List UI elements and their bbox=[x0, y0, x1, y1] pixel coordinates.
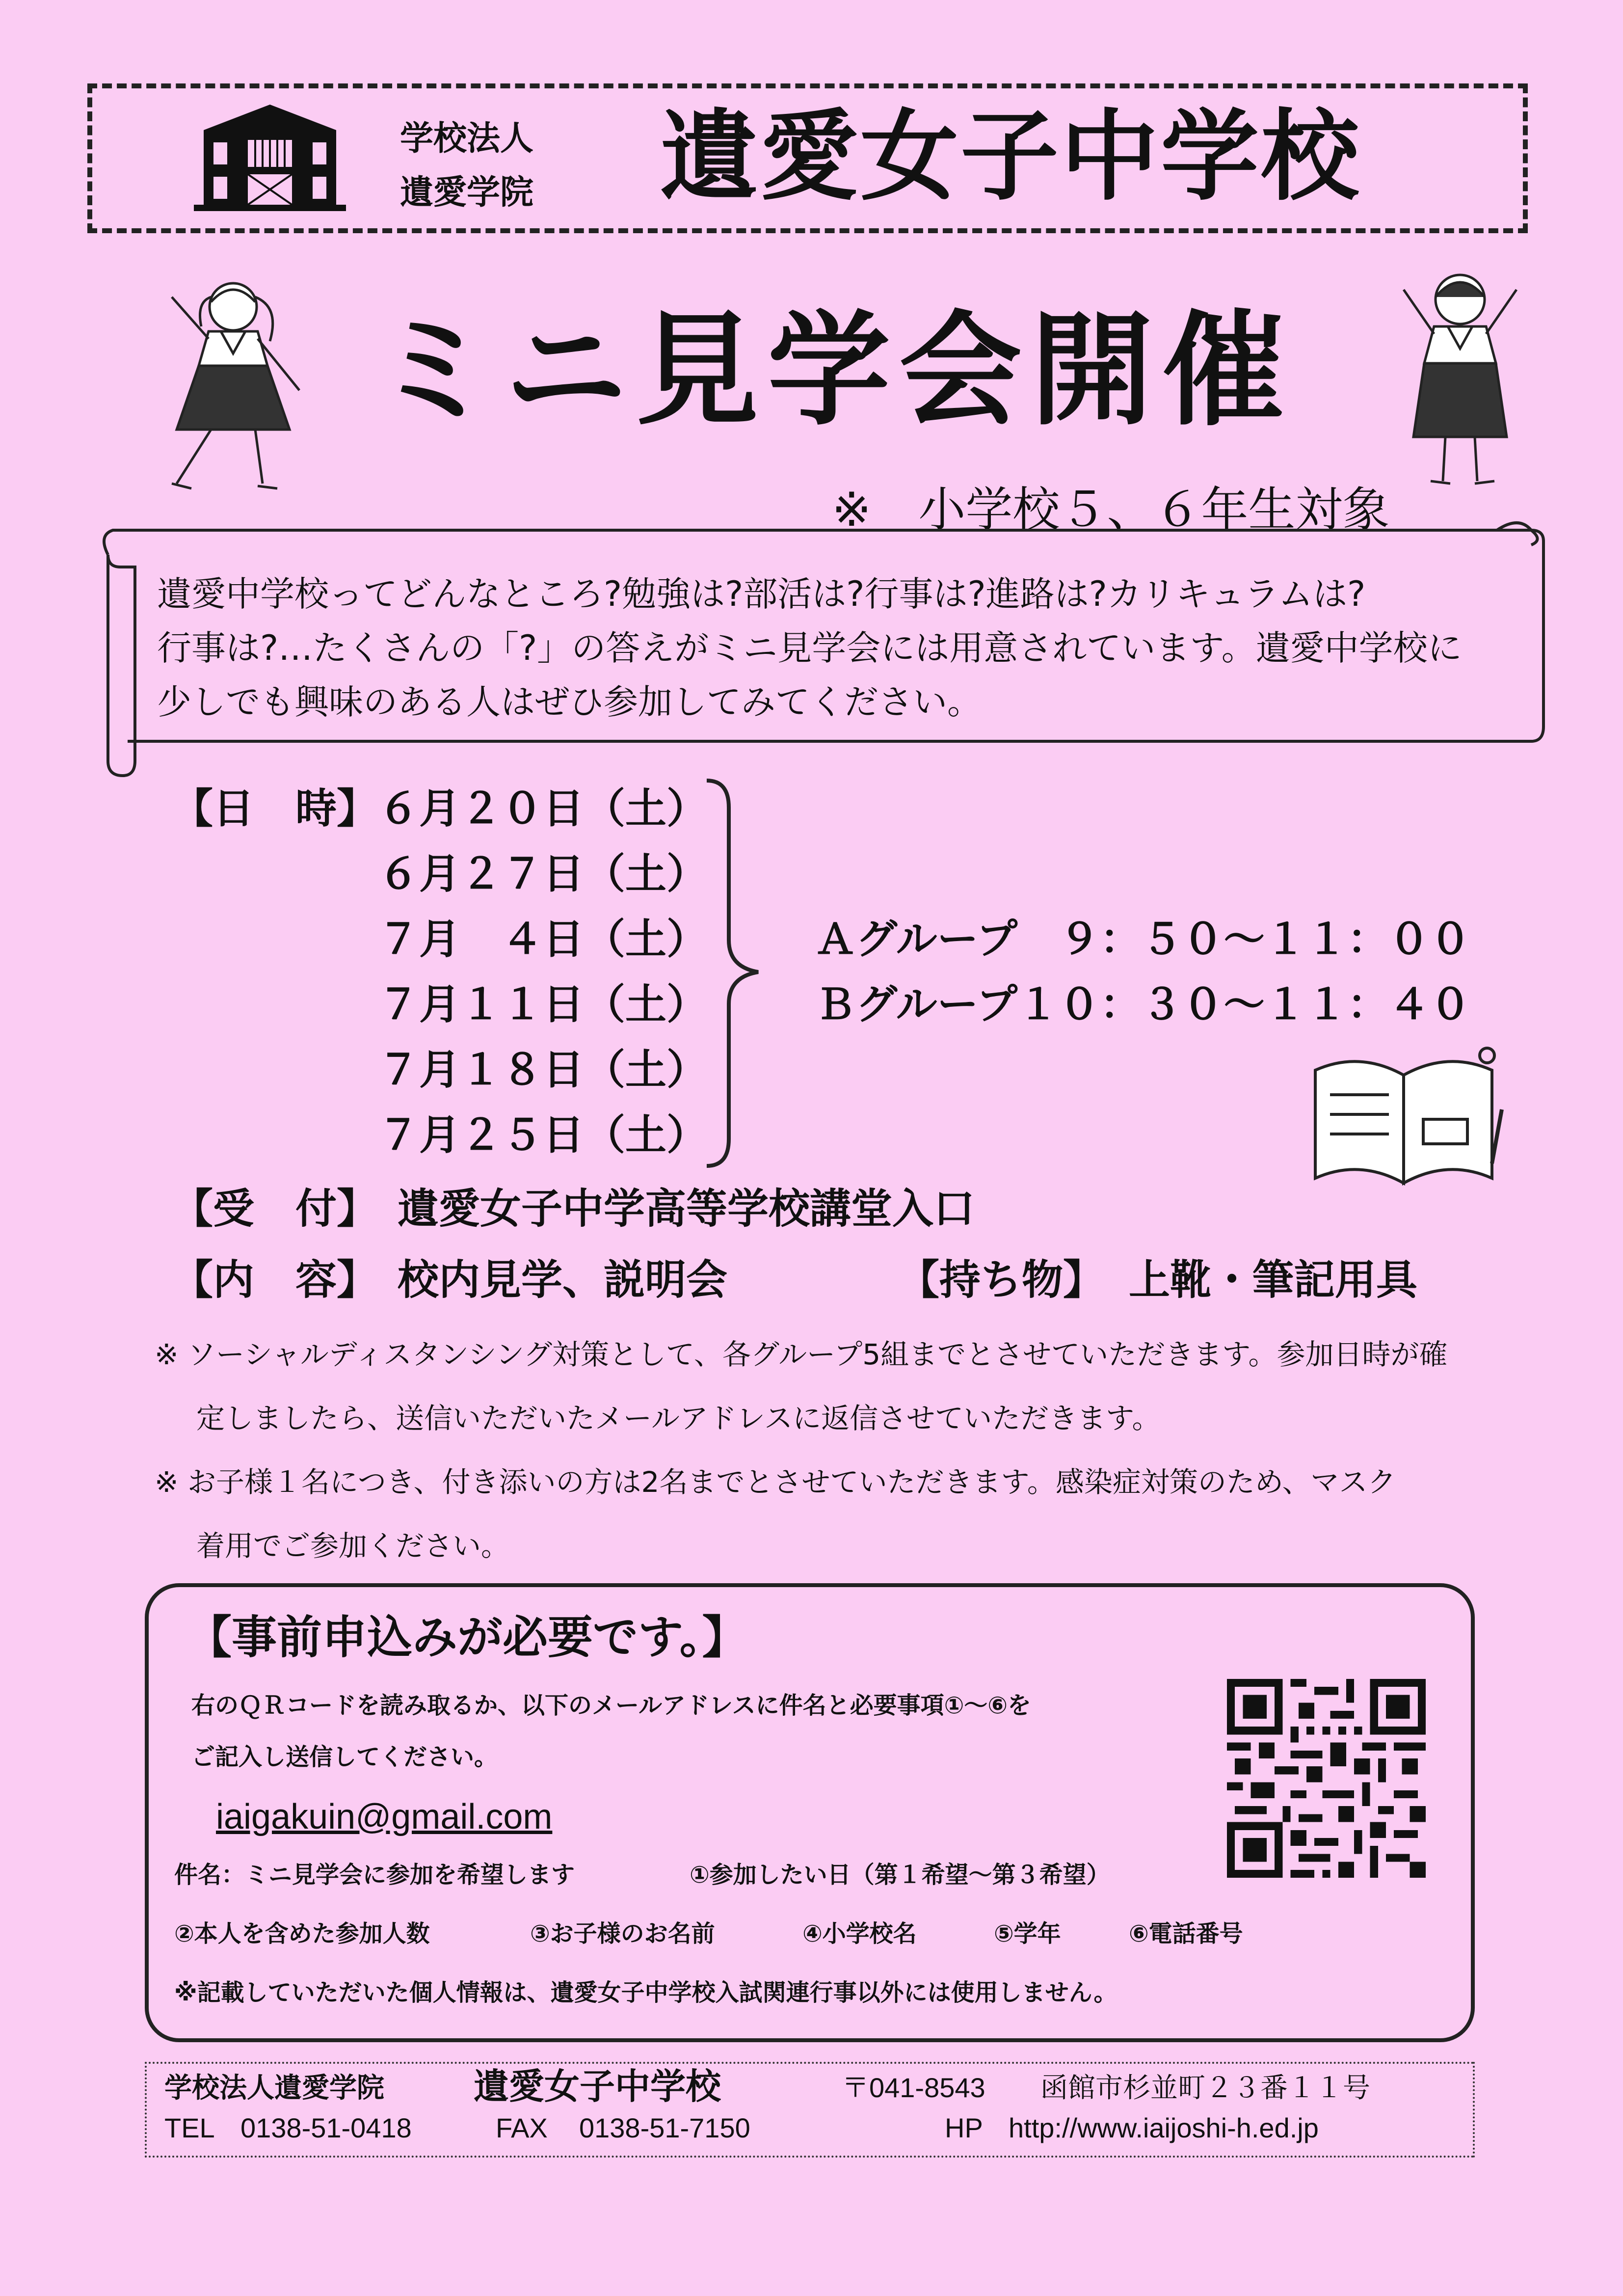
footer-school-name: 遺愛女子中学校 bbox=[474, 2067, 721, 2107]
corporation-name: 遺愛学院 bbox=[400, 173, 534, 212]
required-item: ②本人を含めた参加人数 bbox=[174, 1920, 430, 1947]
footer-homepage-link[interactable]: http://www.iaijoshi-h.ed.jp bbox=[1009, 2112, 1319, 2143]
qr-code-icon[interactable] bbox=[1227, 1679, 1426, 1878]
required-item: ④小学校名 bbox=[802, 1920, 917, 1947]
required-item: ⑥電話番号 bbox=[1129, 1920, 1243, 1947]
application-instruction: ご記入し送信してください。 bbox=[191, 1743, 498, 1771]
school-building-icon bbox=[194, 101, 346, 211]
open-book-icon bbox=[1305, 1041, 1517, 1203]
content-label: 【内 容】 bbox=[172, 1256, 378, 1304]
items-value: 上靴・筆記用具 bbox=[1129, 1256, 1418, 1304]
note-line: 定しましたら、送信いただいたメールアドレスに返信させていただきます。 bbox=[196, 1402, 1161, 1435]
content-value: 校内見学、説明会 bbox=[398, 1256, 728, 1304]
footer-hp-label: HP bbox=[945, 2112, 983, 2143]
intro-text-line: 少しでも興味のある人はぜひ参加してみてください。 bbox=[157, 682, 982, 722]
schedule-label: 【日 時】 bbox=[172, 784, 378, 833]
schedule-brace bbox=[702, 778, 766, 1171]
email-link[interactable]: iaigakuin@gmail.com bbox=[216, 1797, 553, 1837]
footer-tel-label: TEL bbox=[164, 2112, 215, 2143]
group-a-time: Ａグループ ９：５０～１１：００ bbox=[815, 915, 1471, 963]
intro-text-line: 遺愛中学校ってどんなところ?勉強は?部活は?行事は?進路は?カリキュラムは? bbox=[157, 574, 1366, 614]
student-girl-right-illustration bbox=[1379, 260, 1541, 491]
intro-text-line: 行事は?…たくさんの「?」の答えがミニ見学会には用意されています。遺愛中学校に bbox=[157, 628, 1462, 668]
schedule-date: ６月２０日（土） bbox=[378, 784, 708, 833]
schedule-date: ７月１８日（土） bbox=[378, 1046, 708, 1094]
schedule-date: ６月２７日（土） bbox=[378, 850, 708, 898]
footer-fax-label: FAX bbox=[496, 2112, 548, 2143]
event-title: ミニ見学会開催 bbox=[373, 299, 1294, 442]
note-line: 着用でご参加ください。 bbox=[196, 1529, 510, 1563]
schedule-date: ７月 ４日（土） bbox=[378, 915, 708, 963]
reception-value: 遺愛女子中学高等学校講堂入口 bbox=[398, 1185, 975, 1233]
student-girl-left-illustration bbox=[152, 268, 314, 498]
application-title: 【事前申込みが必要です。】 bbox=[186, 1611, 747, 1664]
footer-corporation: 学校法人遺愛学院 bbox=[164, 2072, 384, 2103]
schedule-date: ７月１１日（土） bbox=[378, 980, 708, 1028]
required-item: ③お子様のお名前 bbox=[530, 1920, 715, 1947]
required-item: ①参加したい日（第１希望～第３希望） bbox=[690, 1861, 1110, 1889]
application-instruction: 右のＱＲコードを読み取るか、以下のメールアドレスに件名と必要事項①～⑥を bbox=[191, 1692, 1031, 1719]
footer-address: 函館市杉並町２３番１１号 bbox=[1040, 2072, 1370, 2103]
footer-postal-code: 〒041-8543 bbox=[842, 2072, 985, 2103]
privacy-note: ※記載していただいた個人情報は、遺愛女子中学校入試関連行事以外には使用しません。 bbox=[174, 1979, 1117, 2006]
school-name: 遺愛女子中学校 bbox=[660, 100, 1361, 214]
note-line: ※ ソーシャルディスタンシング対策として、各グループ5組までとさせていただきます。参加日時が確 bbox=[155, 1338, 1448, 1371]
email-subject: 件名：ミニ見学会に参加を希望します bbox=[174, 1861, 575, 1889]
items-label: 【持ち物】 bbox=[898, 1256, 1105, 1304]
required-item: ⑤学年 bbox=[994, 1920, 1061, 1947]
group-b-time: Ｂグループ１０：３０～１１：４０ bbox=[815, 980, 1471, 1028]
schedule-date: ７月２５日（土） bbox=[378, 1111, 708, 1159]
note-line: ※ お子様１名につき、付き添いの方は2名までとさせていただきます。感染症対策のため、マスク bbox=[155, 1465, 1396, 1499]
footer-tel: 0138-51-0418 bbox=[240, 2112, 412, 2143]
corporation-type: 学校法人 bbox=[400, 119, 534, 158]
target-audience-note: ※ 小学校５、６年生対象 bbox=[832, 482, 1390, 537]
footer-fax: 0138-51-7150 bbox=[579, 2112, 750, 2143]
reception-label: 【受 付】 bbox=[172, 1185, 378, 1233]
